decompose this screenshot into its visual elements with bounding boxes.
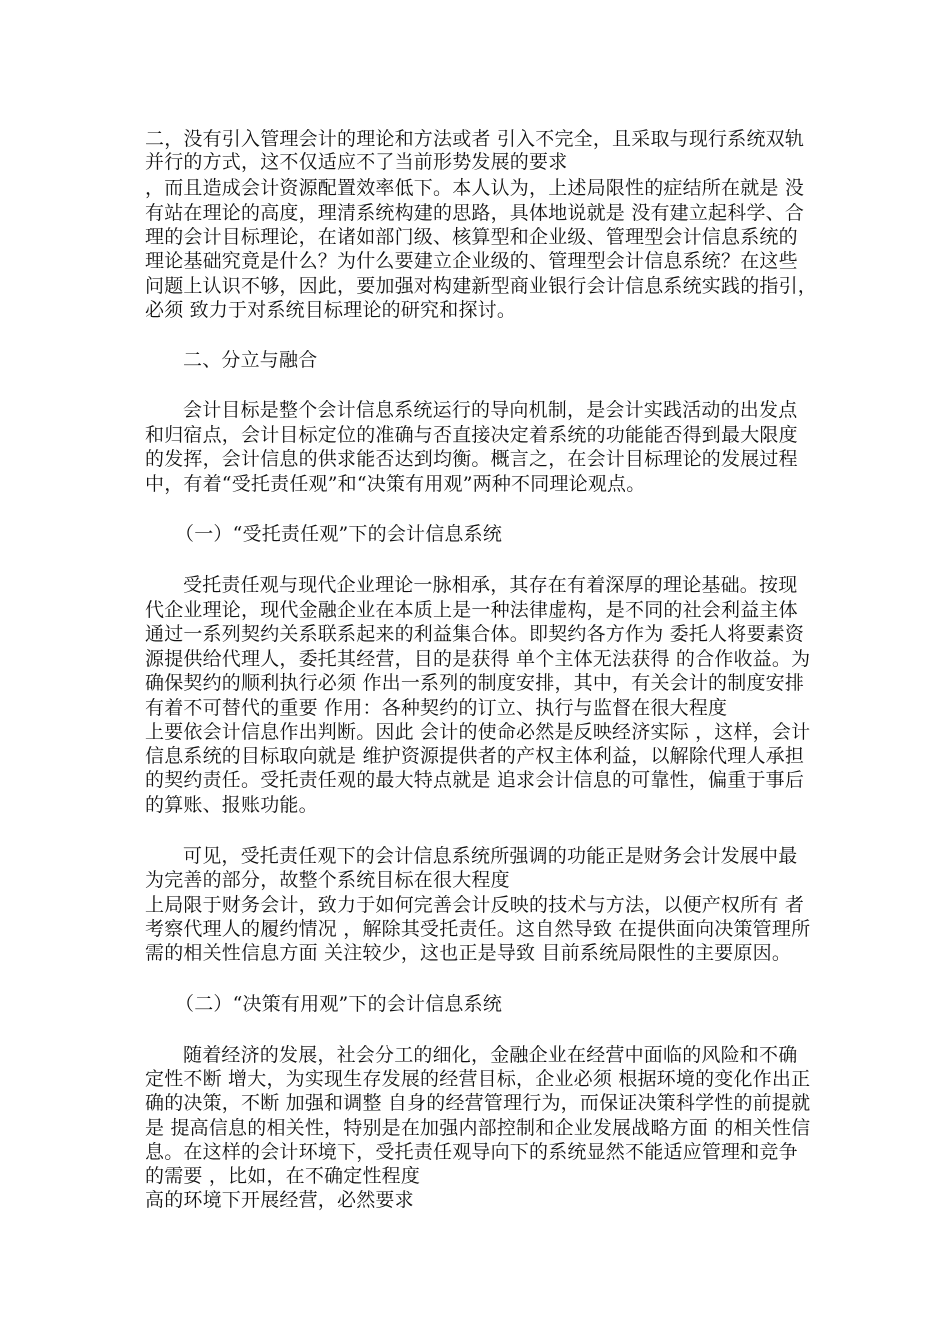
body-text-line: 会计目标是整个会计信息系统运行的导向机制，是会计实践活动的出发点 — [183, 399, 798, 421]
body-text-line: 考察代理人的履约情况 ，解除其受托责任。这自然导致 在提供面向决策管理所 — [145, 918, 811, 940]
section-heading: 二、分立与融合 — [183, 349, 318, 371]
body-text-line: 为完善的部分，故整个系统目标在很大程度 — [145, 869, 510, 891]
body-text-line: 的需要 ，比如，在不确定性程度 — [145, 1165, 421, 1187]
body-text-line: 的契约责任。受托责任观的最大特点就是 追求会计信息的可靠性，偏重于事后 — [145, 769, 805, 791]
body-text-line: 二，没有引入管理会计的理论和方法或者 引入不完全，且采取与现行系统双轨 — [145, 128, 805, 150]
body-text-line: 可见，受托责任观下的会计信息系统所强调的功能正是财务会计发展中最 — [183, 845, 798, 867]
body-text-line: 高的环境下开展经营，必然要求 — [145, 1189, 414, 1211]
body-text-line: 确的决策，不断 加强和调整 自身的经营管理行为，而保证决策科学性的前提就 — [145, 1092, 811, 1114]
body-text-line: 必须 致力于对系统目标理论的研究和探讨。 — [145, 299, 517, 321]
body-text-line: 受托责任观与现代企业理论一脉相承，其存在有着深厚的理论基础。按现 — [183, 574, 798, 596]
body-text-line: 有着不可替代的重要 作用：各种契约的订立、执行与监督在很大程度 — [145, 697, 728, 719]
body-text-line: 上要依会计信息作出判断。因此 会计的使命必然是反映经济实际 ，这样，会计 — [145, 721, 811, 743]
body-text-line: 确保契约的顺利执行必须 作出一系列的制度安排，其中，有关会计的制度安排 — [145, 672, 805, 694]
subsection-heading: （二）“决策有用观”下的会计信息系统 — [175, 993, 503, 1015]
body-text-line: 代企业理论，现代金融企业在本质上是一种法律虚构，是不同的社会利益主体 — [145, 599, 798, 621]
body-text-line: 中，有着“受托责任观”和“决策有用观”两种不同理论观点。 — [145, 473, 646, 495]
body-text-line: 理的会计目标理论，在诸如部门级、核算型和企业级、管理型会计信息系统的 — [145, 226, 798, 248]
body-text-line: 的算账、报账功能。 — [145, 794, 318, 816]
body-text-line: 通过一系列契约关系联系起来的利益集合体。即契约各方作为 委托人将要素资 — [145, 623, 805, 645]
body-text-line: ，而且造成会计资源配置效率低下。本人认为，上述局限性的症结所在就是 没 — [145, 177, 805, 199]
body-text-line: 随着经济的发展，社会分工的细化，金融企业在经营中面临的风险和不确 — [183, 1044, 798, 1066]
body-text-line: 有站在理论的高度，理清系统构建的思路，具体地说就是 没有建立起科学、合 — [145, 202, 805, 224]
body-text-line: 和归宿点，会计目标定位的准确与否直接决定着系统的功能能否得到最大限度 — [145, 424, 798, 446]
body-text-line: 上局限于财务会计，致力于如何完善会计反映的技术与方法，以便产权所有 者 — [145, 894, 805, 916]
body-text-line: 定性不断 增大，为实现生存发展的经营目标，企业必须 根据环境的变化作出正 — [145, 1068, 811, 1090]
body-text-line: 信息系统的目标取向就是 维护资源提供者的产权主体利益，以解除代理人承担 — [145, 745, 805, 767]
body-text-line: 息。在这样的会计环境下，受托责任观导向下的系统显然不能适应管理和竞争 — [145, 1141, 798, 1163]
body-text-line: 需的相关性信息方面 关注较少，这也正是导致 目前系统局限性的主要原因。 — [145, 942, 792, 964]
body-text-line: 理论基础究竟是什么？为什么要建立企业级的、管理型会计信息系统？在这些 — [145, 250, 798, 272]
subsection-heading: （一）“受托责任观”下的会计信息系统 — [175, 523, 503, 545]
body-text-line: 源提供给代理人，委托其经营，目的是获得 单个主体无法获得 的合作收益。为 — [145, 648, 811, 670]
body-text-line: 的发挥，会计信息的供求能否达到均衡。概言之，在会计目标理论的发展过程 — [145, 448, 798, 470]
body-text-line: 并行的方式，这不仅适应不了当前形势发展的要求 — [145, 151, 568, 173]
body-text-line: 是 提高信息的相关性，特别是在加强内部控制和企业发展战略方面 的相关性信 — [145, 1117, 811, 1139]
body-text-line: 问题上认识不够，因此，要加强对构建新型商业银行会计信息系统实践的指引， — [145, 275, 818, 297]
